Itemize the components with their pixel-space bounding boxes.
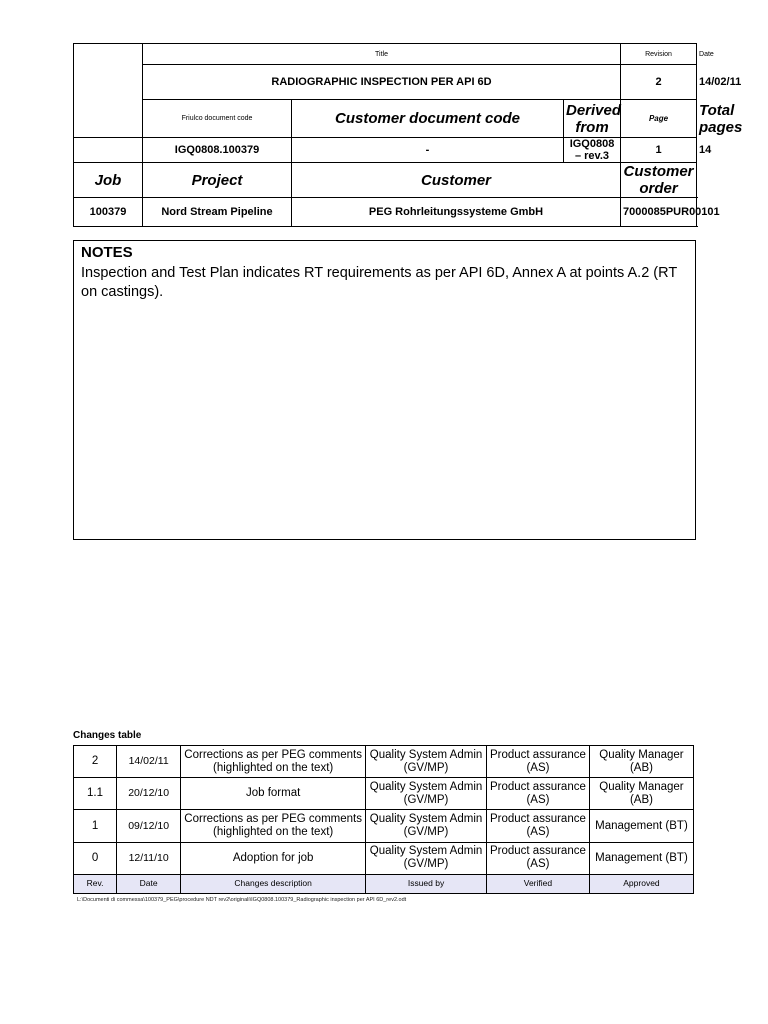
approved-cell: Quality Manager (AB) xyxy=(589,778,693,810)
description-cell: Corrections as per PEG comments (highlighted on the text) xyxy=(181,810,366,842)
customer-label: Customer xyxy=(292,163,621,198)
verified-cell: Product assurance (AS) xyxy=(486,842,589,874)
approved-cell: Management (BT) xyxy=(589,810,693,842)
notes-box xyxy=(73,240,696,540)
changes-table xyxy=(73,745,694,894)
date-cell: 14/02/11 xyxy=(117,746,181,778)
revision-value: 2 xyxy=(621,65,697,100)
page-value: 1 xyxy=(621,138,697,163)
verified-cell: Product assurance (AS) xyxy=(486,778,589,810)
verified-cell: Product assurance (AS) xyxy=(486,810,589,842)
date-cell: 12/11/10 xyxy=(117,842,181,874)
customer-order-label: Customer order xyxy=(621,163,697,198)
logo-area xyxy=(74,44,143,138)
table-row xyxy=(74,842,694,874)
verified-header: Verified xyxy=(486,874,589,893)
derived-from-value: IGQ0808 – rev.3 xyxy=(564,138,621,163)
job-label: Job xyxy=(74,163,143,198)
project-value: Nord Stream Pipeline xyxy=(143,198,292,227)
approved-cell: Management (BT) xyxy=(589,842,693,874)
description-cell: Adoption for job xyxy=(181,842,366,874)
project-label: Project xyxy=(143,163,292,198)
description-cell: Corrections as per PEG comments (highlighted on the text) xyxy=(181,746,366,778)
customer-code-value: - xyxy=(292,138,564,163)
document-header-table: Title Revision Date RADIOGRAPHIC INSPECTION PER API 6D 2 14/02/11 Friulco document code Customer document code Derived from Page Total pages IGQ0808.100379 - IGQ0808 – rev.3 1 14 Job Project Customer Customer order 100379 Nord Stream Pipeline PEG Rohrleitungssysteme GmbH 7000085PUR00101 xyxy=(73,43,697,227)
customer-code-label: Customer document code xyxy=(292,100,564,138)
changes-table-header-row xyxy=(74,874,694,893)
friulco-code-value: IGQ0808.100379 xyxy=(143,138,292,163)
customer-order-value: 7000085PUR00101 xyxy=(621,198,697,227)
job-value: 100379 xyxy=(74,198,143,227)
document-title: RADIOGRAPHIC INSPECTION PER API 6D xyxy=(143,65,621,100)
verified-cell: Product assurance (AS) xyxy=(486,746,589,778)
customer-value: PEG Rohrleitungssysteme GmbH xyxy=(292,198,621,227)
table-row xyxy=(74,778,694,810)
rev-cell: 0 xyxy=(74,842,117,874)
file-path: L:\Documenti di commessa\100379_PEG\procedure NDT rev2\originali\IGQ0808.100379_Radiographic inspection per API 6D_rev2.odt xyxy=(77,897,407,903)
approved-cell: Quality Manager (AB) xyxy=(589,746,693,778)
empty-cell xyxy=(74,138,143,163)
notes-heading: NOTES xyxy=(81,244,133,261)
date-header: Date xyxy=(117,874,181,893)
notes-body: Inspection and Test Plan indicates RT requirements as per API 6D, Annex A at points A.2 (RT on castings). xyxy=(81,265,677,300)
changes-table-title: Changes table xyxy=(73,730,142,741)
date-cell: 09/12/10 xyxy=(117,810,181,842)
approved-header: Approved xyxy=(589,874,693,893)
issued-header: Issued by xyxy=(366,874,487,893)
description-cell: Job format xyxy=(181,778,366,810)
issued-cell: Quality System Admin (GV/MP) xyxy=(366,842,487,874)
rev-cell: 1 xyxy=(74,810,117,842)
description-header: Changes description xyxy=(181,874,366,893)
rev-header: Rev. xyxy=(74,874,117,893)
rev-cell: 2 xyxy=(74,746,117,778)
issued-cell: Quality System Admin (GV/MP) xyxy=(366,746,487,778)
page-label: Page xyxy=(621,100,697,138)
derived-from-label: Derived from xyxy=(564,100,621,138)
table-row xyxy=(74,810,694,842)
rev-cell: 1.1 xyxy=(74,778,117,810)
issued-cell: Quality System Admin (GV/MP) xyxy=(366,810,487,842)
date-cell: 20/12/10 xyxy=(117,778,181,810)
issued-cell: Quality System Admin (GV/MP) xyxy=(366,778,487,810)
friulco-code-label: Friulco document code xyxy=(143,100,292,138)
revision-label: Revision xyxy=(621,44,697,65)
table-row xyxy=(74,746,694,778)
title-label: Title xyxy=(143,44,621,65)
